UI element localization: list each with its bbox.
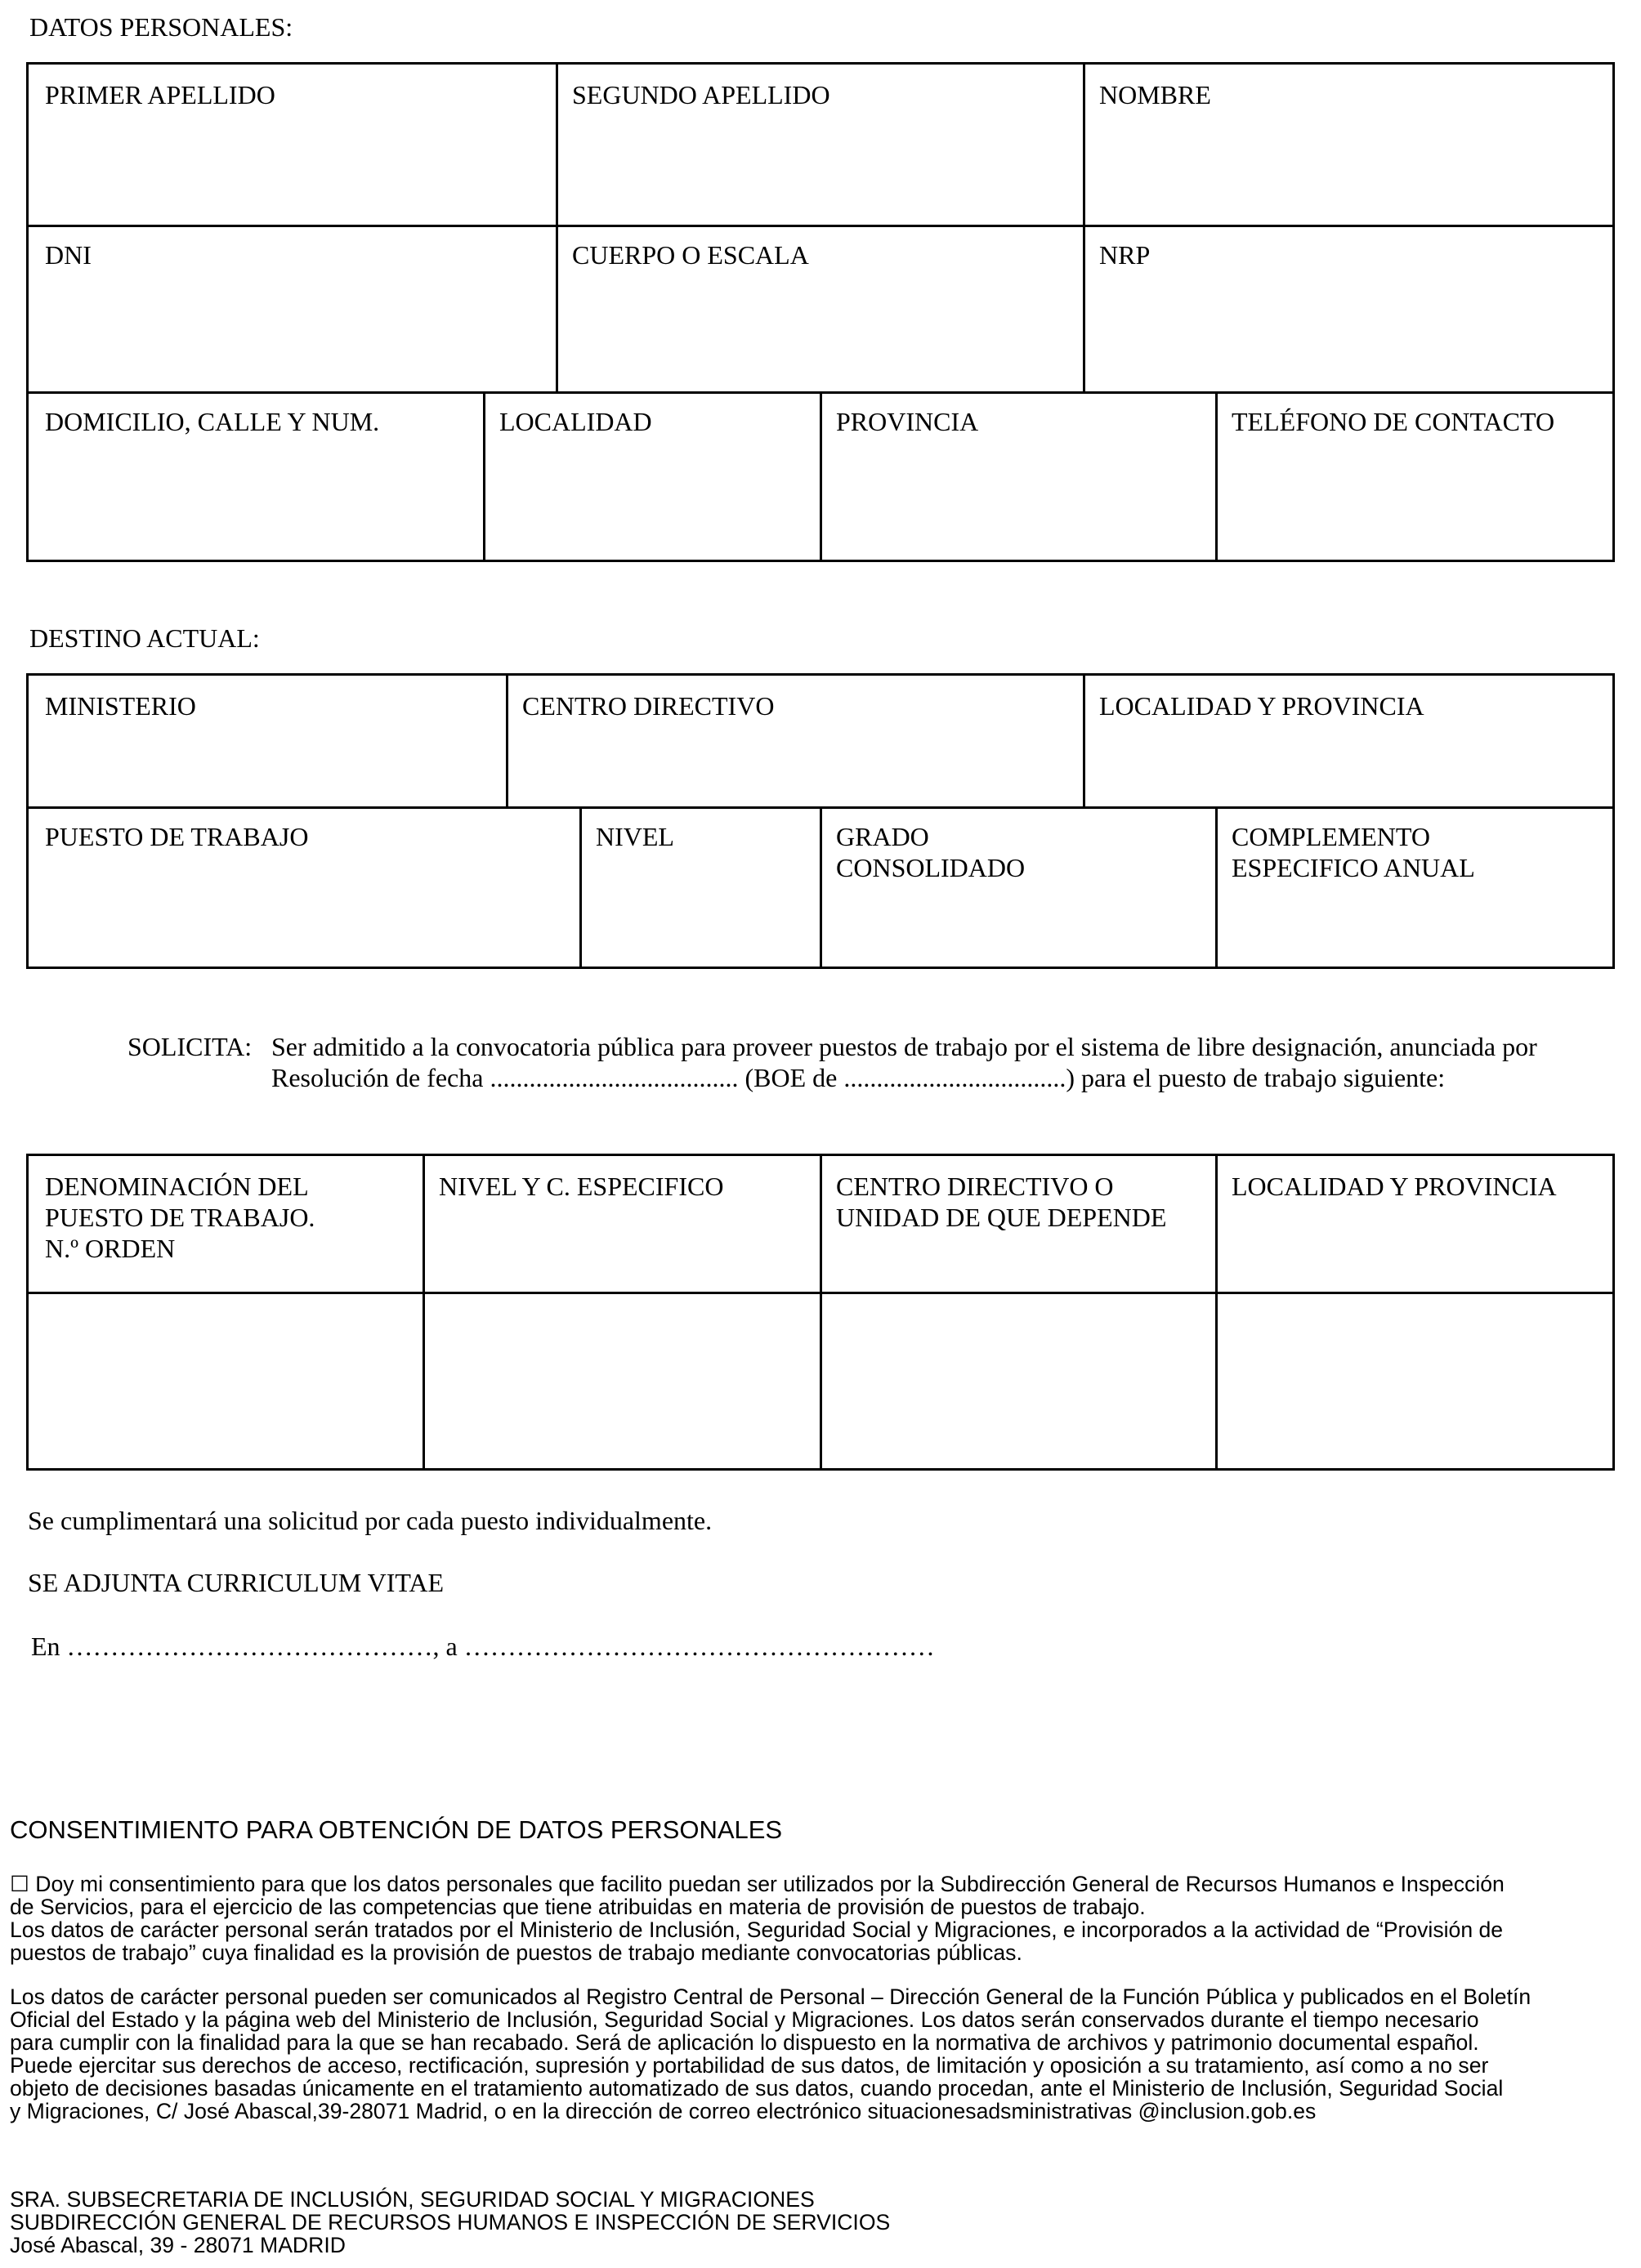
input-denominacion-puesto[interactable] xyxy=(29,1292,423,1471)
field-provincia[interactable]: PROVINCIA xyxy=(836,407,979,436)
input-centro-directivo[interactable] xyxy=(820,1292,1215,1471)
consent-p2-line: Oficial del Estado y la página web del Ministerio de Inclusión, Seguridad Social y Migraciones. Los datos serán conservados durante el tiempo necesario xyxy=(10,2007,1479,2032)
consent-p2-line: Puede ejercitar sus derechos de acceso, rectificación, supresión y portabilidad de sus datos, de limitación y oposición a su tratamiento, así como a no ser xyxy=(10,2053,1489,2078)
header-denominacion-puesto: DENOMINACIÓN DEL PUESTO DE TRABAJO. N.º ORDEN xyxy=(45,1172,315,1263)
field-localidad-provincia[interactable]: LOCALIDAD Y PROVINCIA xyxy=(1099,691,1424,721)
consent-text-line-2: de Servicios, para el ejercicio de las competencias que tiene atribuidas en materia de provisión de puestos de trabajo. xyxy=(10,1895,1146,1919)
consent-text-line-3: Los datos de carácter personal serán tratados por el Ministerio de Inclusión, Seguridad Social y Migraciones, e incorporados a la actividad de “Provisión de xyxy=(10,1918,1504,1942)
solicita-line-1: Ser admitido a la convocatoria pública para proveer puestos de trabajo por el sistema de libre designación, anunciada por xyxy=(271,1032,1537,1061)
field-complemento-especifico[interactable]: COMPLEMENTO ESPECIFICO ANUAL xyxy=(1232,822,1475,882)
field-nombre[interactable]: NOMBRE xyxy=(1099,80,1211,109)
personal-data-table xyxy=(26,62,1615,562)
place-date-line[interactable]: En ……………………………………, a ……………………………………………… xyxy=(31,1632,935,1661)
section-title-datos-personales: DATOS PERSONALES: xyxy=(29,12,293,42)
addressee-line-1: SRA. SUBSECRETARIA DE INCLUSIÓN, SEGURIDAD SOCIAL Y MIGRACIONES xyxy=(10,2187,815,2212)
header-localidad-provincia: LOCALIDAD Y PROVINCIA xyxy=(1232,1172,1557,1201)
input-localidad-provincia[interactable] xyxy=(1215,1292,1612,1471)
destino-table xyxy=(26,673,1615,969)
row-divider xyxy=(29,225,1612,227)
puesto-solicitado-table xyxy=(26,1154,1615,1471)
field-dni[interactable]: DNI xyxy=(45,240,92,270)
field-localidad[interactable]: LOCALIDAD xyxy=(499,407,652,436)
note-one-application-per-post: Se cumplimentará una solicitud por cada puesto individualmente. xyxy=(28,1506,713,1535)
consent-paragraph-1 xyxy=(10,1873,1636,1964)
field-puesto-trabajo[interactable]: PUESTO DE TRABAJO xyxy=(45,822,309,851)
field-nivel[interactable]: NIVEL xyxy=(596,822,674,851)
field-telefono[interactable]: TELÉFONO DE CONTACTO xyxy=(1232,407,1555,436)
input-nivel-complemento[interactable] xyxy=(423,1292,820,1471)
field-primer-apellido[interactable]: PRIMER APELLIDO xyxy=(45,80,275,109)
field-centro-directivo[interactable]: CENTRO DIRECTIVO xyxy=(522,691,775,721)
consent-text-line-4: puestos de trabajo” cuya finalidad es la provisión de puestos de trabajo mediante convocatorias públicas. xyxy=(10,1940,1022,1965)
field-grado-consolidado[interactable]: GRADO CONSOLIDADO xyxy=(836,822,1026,882)
header-centro-directivo: CENTRO DIRECTIVO O UNIDAD DE QUE DEPENDE xyxy=(836,1172,1167,1232)
solicita-line-2: Resolución de fecha ...................................... (BOE de ..................................) para el puesto de trabajo siguiente: xyxy=(271,1063,1446,1092)
consent-p2-line: Los datos de carácter personal pueden ser comunicados al Registro Central de Personal – Dirección General de la Función Pública y publicados en el Boletín xyxy=(10,1984,1531,2009)
field-segundo-apellido[interactable]: SEGUNDO APELLIDO xyxy=(572,80,830,109)
header-nivel-complemento: NIVEL Y C. ESPECIFICO xyxy=(439,1172,724,1201)
addressee-line-3: José Abascal, 39 - 28071 MADRID xyxy=(10,2233,346,2257)
consent-p2-line: objeto de decisiones basadas únicamente en el tratamiento automatizado de sus datos, cuando procedan, ante el Ministerio de Inclusión, Seguridad Social xyxy=(10,2076,1504,2101)
consent-text-line-1: Doy mi consentimiento para que los datos personales que facilito puedan ser utilizados por la Subdirección General de Recursos Humanos e Inspección xyxy=(35,1872,1505,1896)
addressee-block xyxy=(10,2188,1636,2257)
section-title-destino-actual: DESTINO ACTUAL: xyxy=(29,623,260,653)
consent-p2-line: y Migraciones, C/ José Abascal,39-28071 Madrid, o en la dirección de correo electrónico situacionesadsministrativas @inclusion.gob.es xyxy=(10,2099,1317,2123)
consent-checkbox-icon[interactable]: ☐ xyxy=(10,1872,29,1896)
addressee-line-2: SUBDIRECCIÓN GENERAL DE RECURSOS HUMANOS E INSPECCIÓN DE SERVICIOS xyxy=(10,2210,891,2235)
consent-title: CONSENTIMIENTO PARA OBTENCIÓN DE DATOS PERSONALES xyxy=(10,1815,783,1844)
field-nrp[interactable]: NRP xyxy=(1099,240,1151,270)
field-ministerio[interactable]: MINISTERIO xyxy=(45,691,196,721)
note-attach-cv: SE ADJUNTA CURRICULUM VITAE xyxy=(28,1568,444,1597)
field-domicilio[interactable]: DOMICILIO, CALLE Y NUM. xyxy=(45,407,380,436)
consent-paragraph-2 xyxy=(10,1985,1636,2123)
solicita-label: SOLICITA: xyxy=(127,1032,253,1061)
field-cuerpo-escala[interactable]: CUERPO O ESCALA xyxy=(572,240,809,270)
consent-p2-line: para cumplir con la finalidad para la que se han recabado. Será de aplicación lo dispuesto en la normativa de archivos y patrimonio documental español. xyxy=(10,2030,1479,2055)
